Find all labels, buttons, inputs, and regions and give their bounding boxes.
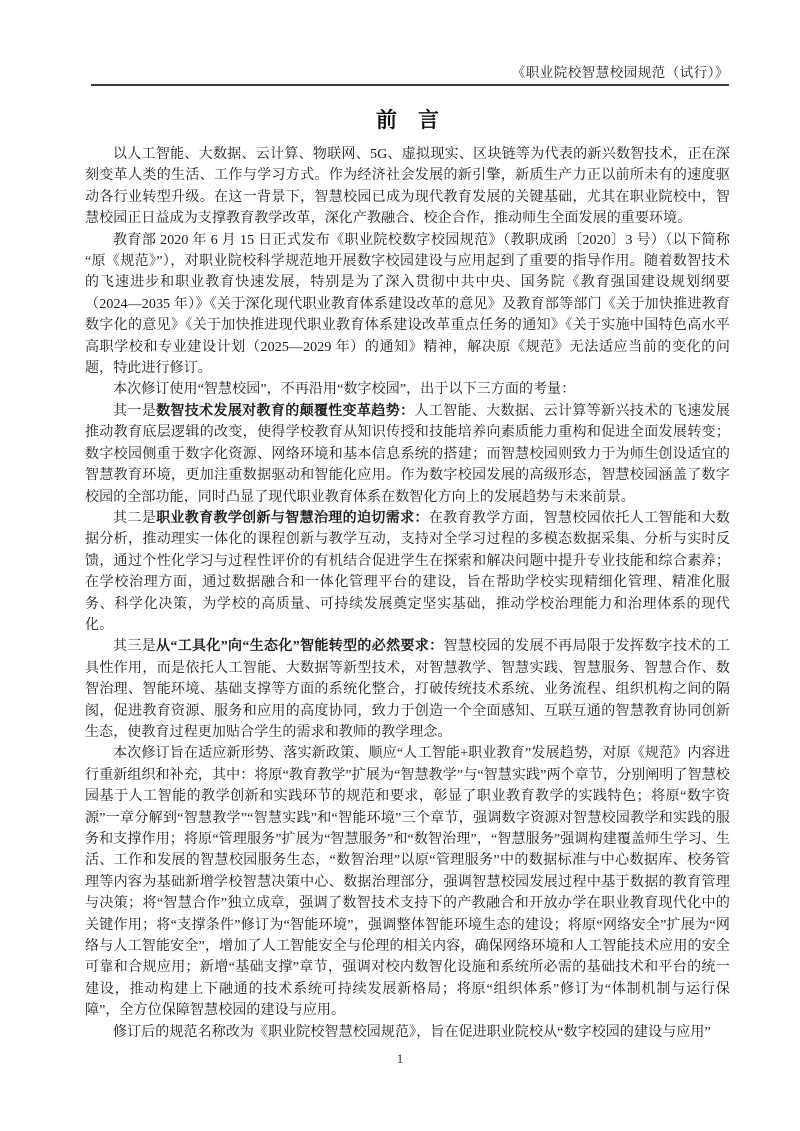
document-body xyxy=(85,144,730,1043)
page-number: 1 xyxy=(396,1051,404,1066)
paragraph-text: 以人工智能、大数据、云计算、物联网、5G、虚拟现实、区块链等为代表的新兴数智技术，正在深刻变革人类的生活、工作与学习方式。作为经济社会发展的新引擎，新质生产力正以前所未有的速度驱动各行业转型升级。在这一背景下，智慧校园已成为现代教育发展的关键基础，尤其在职业院校中，智慧校园正日益成为支撑教育教学改革，深化产教融合、校企合作，推动师生全面发展的重要环境。 xyxy=(85,147,730,227)
header-rule xyxy=(91,84,729,86)
paragraph-text: 修订后的规范名称改为《职业院校智慧校园规范》，旨在促进职业院校从“数字校园的建设与应用” xyxy=(113,1024,711,1040)
running-header: 《职业院校智慧校园规范（试行）》 xyxy=(511,65,729,80)
paragraph-lead-bold: 职业教育教学创新与智慧治理的迫切需求： xyxy=(156,510,429,526)
paragraph xyxy=(85,1022,730,1043)
paragraph-text: 人工智能、大数据、云计算等新兴技术的飞速发展推动教育底层逻辑的改变，使得学校教育从知识传授和技能培养向素质能力重构和促进全面发展转变；数字校园侧重于数字化资源、网络环境和基本信息系统的搭建；而智慧校园则致力于为师生创设适宜的智慧教育环境，更加注重数据驱动和智能化应用。作为数字校园发展的高级形态，智慧校园涵盖了数字校园的全部功能，同时凸显了现代职业教育体系在数智化方向上的发展趋势与未来前景。 xyxy=(85,403,730,505)
paragraph xyxy=(85,379,730,400)
paragraph xyxy=(85,144,730,230)
paragraph xyxy=(85,230,730,380)
paragraph xyxy=(85,508,730,636)
paragraph xyxy=(85,636,730,743)
paragraph-lead-bold: 从“工具化”向“生态化”智能转型的必然要求： xyxy=(156,639,444,655)
paragraph xyxy=(85,401,730,508)
paragraph-text: 其一是 xyxy=(113,403,157,419)
page-title: 前 言 xyxy=(376,108,439,132)
paragraph-text: 教育部 2020 年 6 月 15 日正式发布《职业院校数字校园规范》（教职成函〔2020〕3 号）（以下简称“原《规范》”），对职业院校科学规范地开展数字校园建设与应用起到了重要的指导作用。随着数智技术的飞速进步和职业教育快速发展，特别是为了深入贯彻中共中央、国务院《教育强国建设规划纲要（2024—2035 年）》《关于深化现代职业教育体系建设改革的意见》及教育部等部门《关于加快推进教育数字化的意见》《关于加快推进现代职业教育体系建设改革重点任务的通知》《关于实施中国特色高水平高职学校和专业建设计划（2025—2029 年）的通知》精神，解决原《规范》无法适应当前的变化的问题，特此进行修订。 xyxy=(85,232,730,377)
paragraph-text: 其三是 xyxy=(113,639,157,655)
paragraph-text: 在教育教学方面，智慧校园依托人工智能和大数据分析，推动理实一体化的课程创新与教学互动，支持对全学习过程的多模态数据采集、分析与实时反馈，通过个性化学习与过程性评价的有机结合促进学生在探索和解决问题中提升专业技能和综合素养；在学校治理方面，通过数据融合和一体化管理平台的建设，旨在帮助学校实现精细化管理、精准化服务、科学化决策，为学校的高质量、可持续发展奠定坚实基础，推动学校治理能力和治理体系的现代化。 xyxy=(85,510,730,633)
document-content xyxy=(85,104,730,1043)
paragraph-text: 本次修订旨在适应新形势、落实新政策、顺应“人工智能+职业教育”发展趋势，对原《规范》内容进行重新组织和补充，其中：将原“教育教学”扩展为“智慧教学”与“智慧实践”两个章节，分别阐明了智慧校园基于人工智能的教学创新和实践环节的规范和要求，彰显了职业教育教学的实践特色；将原“数字资源”一章分解到“智慧教学”“智慧实践”和“智能环境”三个章节，强调数字资源对智慧校园教学和实践的服务和支撑作用；将原“管理服务”扩展为“智慧服务”和“数智治理”，“智慧服务”强调构建覆盖师生学习、生活、工作和发展的智慧校园服务生态，“数智治理”以原“管理服务”中的数据标准与中心数据库、校务管理等内容为基础新增学校智慧决策中心、数据治理部分，强调智慧校园发展过程中基于数据的教育管理与决策；将“智慧合作”独立成章，强调了数智技术支持下的产教融合和开放办学在职业教育现代化中的关键作用；将“支撑条件”修订为“智能环境”，强调整体智能环境生态的建设；将原“网络安全”扩展为“网络与人工智能安全”，增加了人工智能安全与伦理的相关内容，确保网络环境和人工智能技术应用的安全可靠和合规应用；新增“基础支撑”章节，强调对校内数智化设施和系统所必需的基础技术和平台的统一建设，推动构建上下融通的技术系统可持续发展新格局；将原“组织体系”修订为“体制机制与运行保障”，全方位保障智慧校园的建设与应用。 xyxy=(85,746,730,1019)
paragraph-text: 智慧校园的发展不再局限于发挥数字技术的工具性作用，而是依托人工智能、大数据等新型技术，对智慧教学、智慧实践、智慧服务、智慧合作、数智治理、智能环境、基础支撑等方面的系统化整合，打破传统技术系统、业务流程、组织机构之间的隔阂，促进教育资源、服务和应用的高度协同，致力于创造一个全面感知、互联互通的智慧教育协同创新生态，使教育过程更加贴合学生的需求和教师的教学理念。 xyxy=(85,639,730,740)
paragraph-lead-bold: 数智技术发展对教育的颠覆性变革趋势： xyxy=(156,403,415,419)
paragraph-text: 其二是 xyxy=(113,510,157,526)
paragraph xyxy=(85,743,730,1021)
paragraph-text: 本次修订使用“智慧校园”，不再沿用“数字校园”，出于以下三方面的考量： xyxy=(113,382,576,398)
